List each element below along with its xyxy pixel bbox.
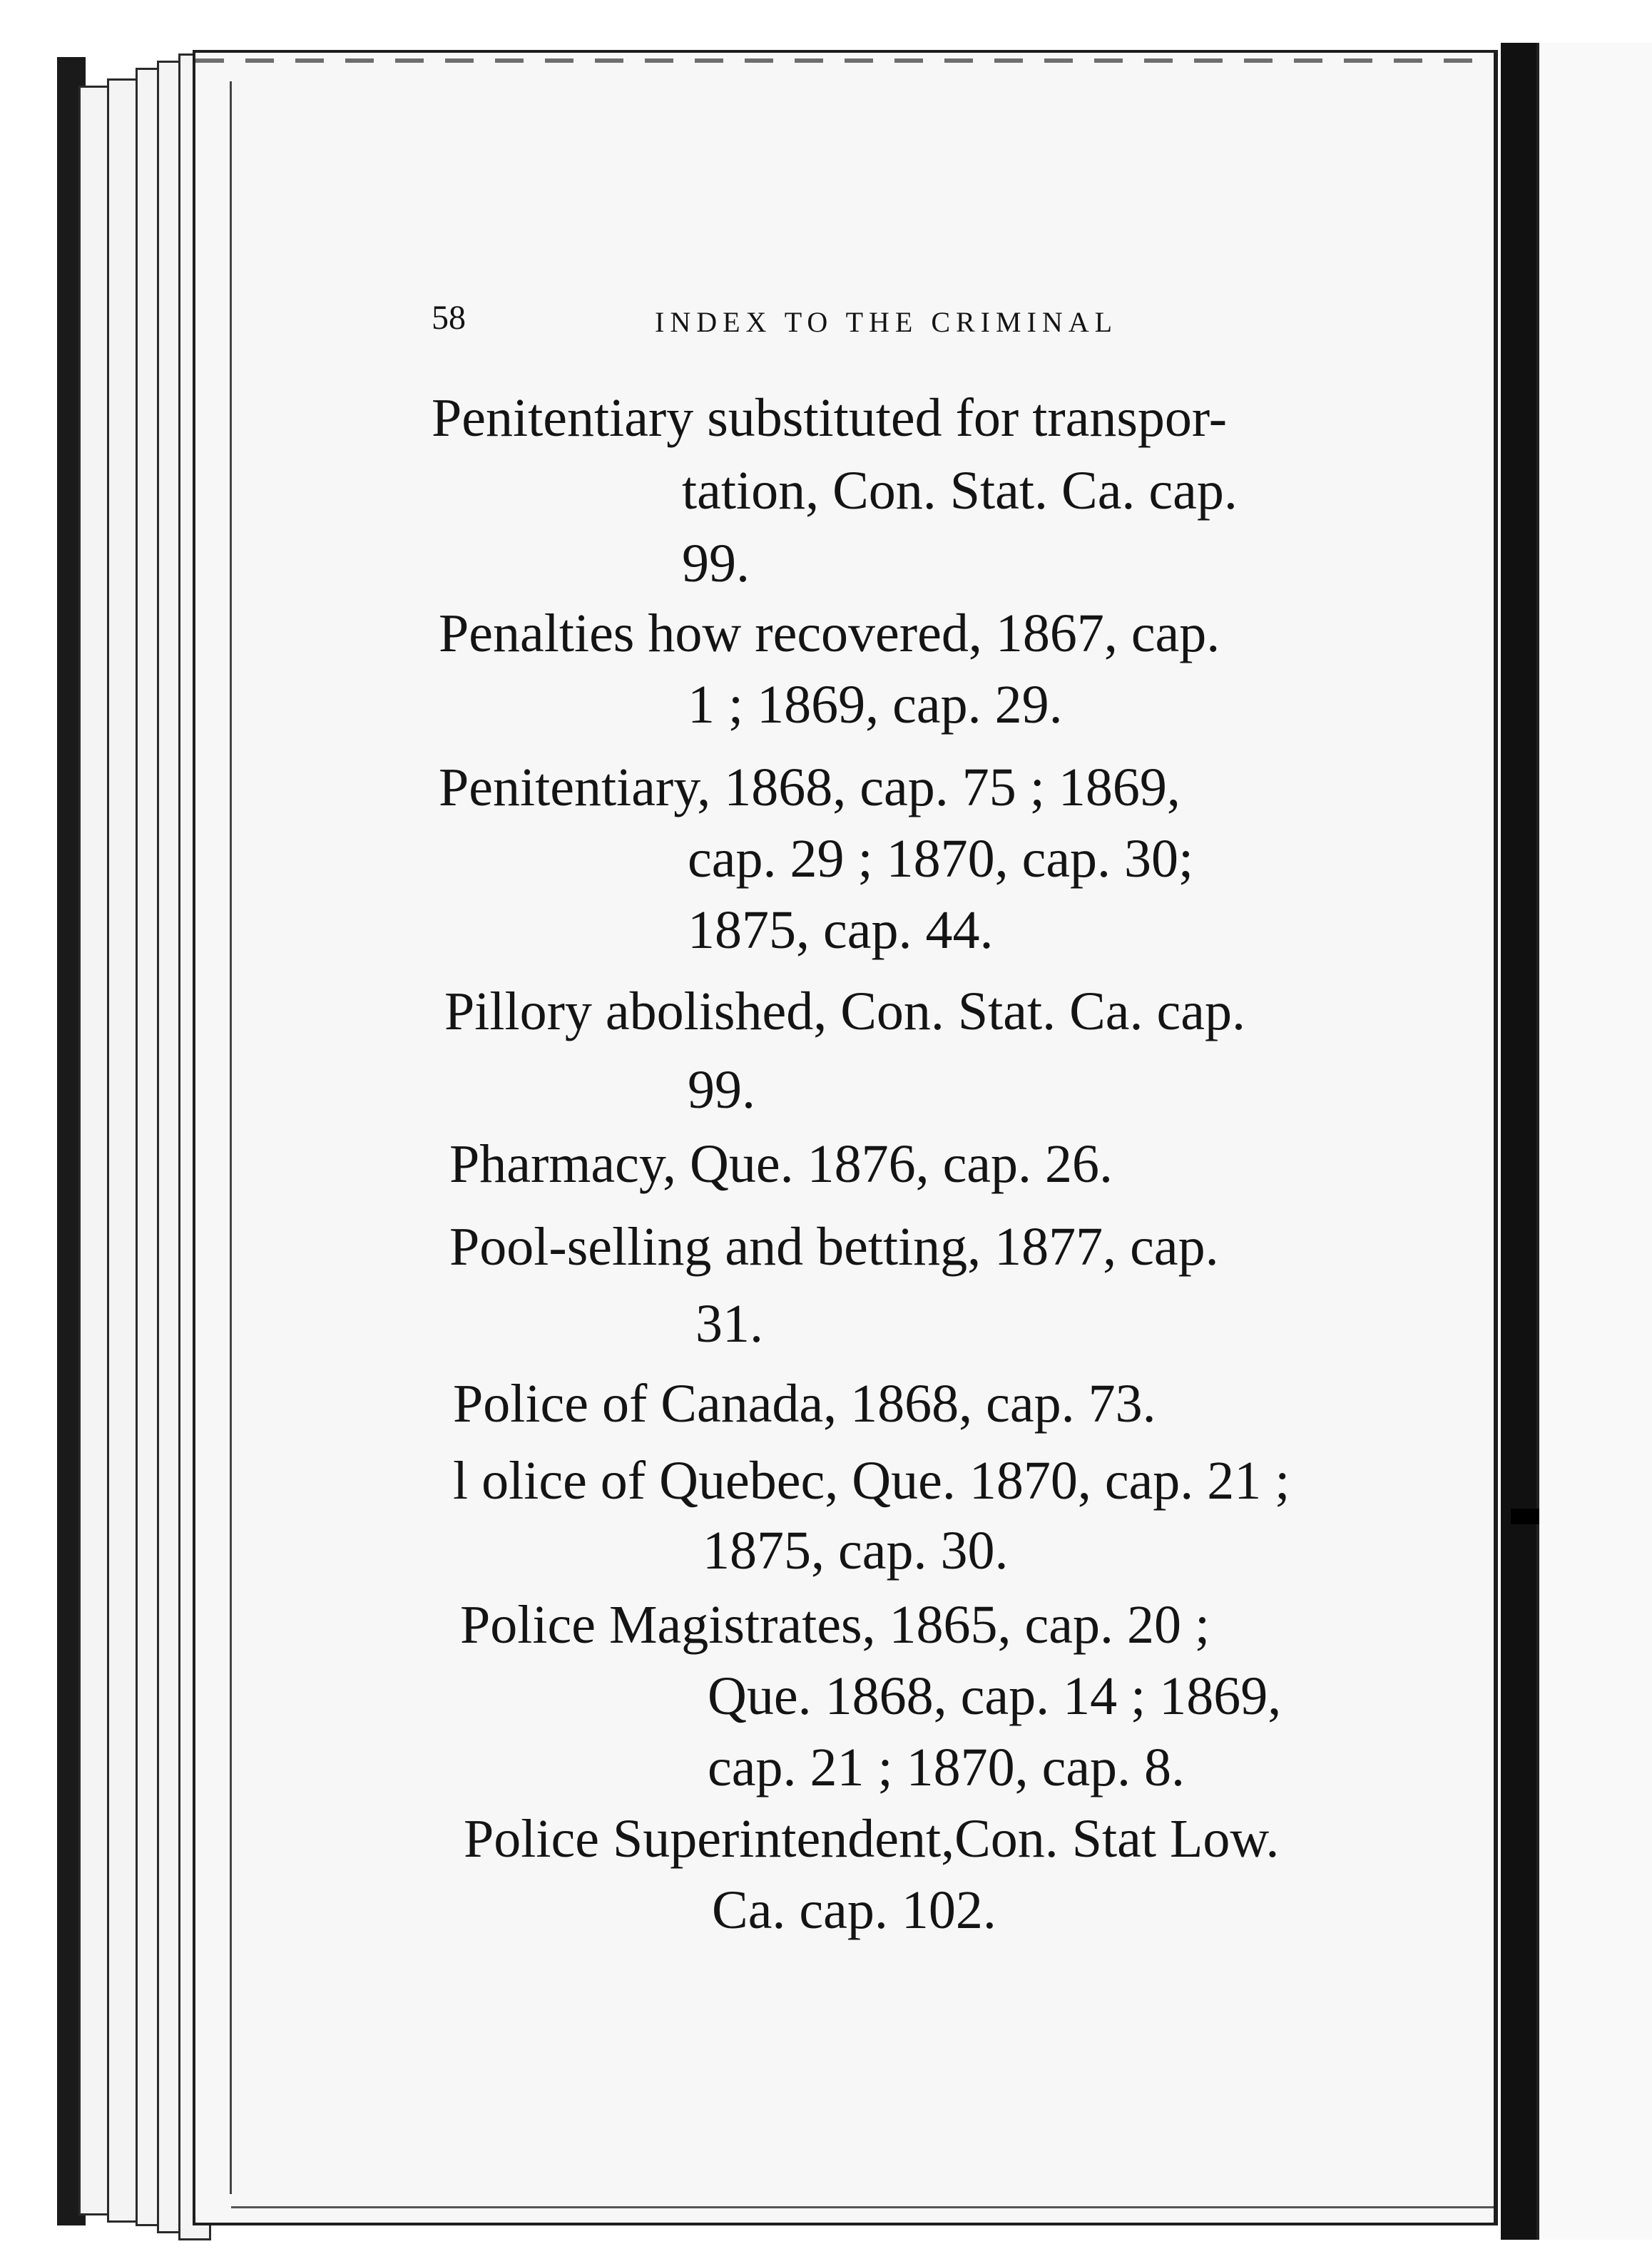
page-inner-rule xyxy=(230,81,232,2194)
page-top-border xyxy=(195,58,1494,63)
index-entry-line: 1875, cap. 44. xyxy=(688,900,994,960)
index-entry-line: Pool-selling and betting, 1877, cap. xyxy=(449,1217,1219,1277)
index-entry-line: tation, Con. Stat. Ca. cap. xyxy=(682,461,1238,521)
page-number: 58 xyxy=(432,299,466,337)
index-entry-line: Pharmacy, Que. 1876, cap. 26. xyxy=(449,1134,1113,1194)
index-entry-line: Police of Canada, 1868, cap. 73. xyxy=(453,1374,1156,1434)
index-entry-line: l olice of Quebec, Que. 1870, cap. 21 ; xyxy=(453,1451,1290,1511)
index-entry-line: Police Magistrates, 1865, cap. 20 ; xyxy=(460,1595,1210,1655)
index-entry-line: Ca. cap. 102. xyxy=(712,1880,996,1940)
page-tab-mark xyxy=(1511,1509,1539,1524)
index-entry-line: 1 ; 1869, cap. 29. xyxy=(688,675,1063,735)
index-entry-line: Penitentiary, 1868, cap. 75 ; 1869, xyxy=(439,758,1181,817)
page-bottom-rule xyxy=(231,2206,1494,2208)
index-entry-line: Pillory abolished, Con. Stat. Ca. cap. xyxy=(444,981,1246,1041)
index-entry-line: cap. 21 ; 1870, cap. 8. xyxy=(708,1738,1186,1797)
index-entry-line: 31. xyxy=(695,1294,763,1354)
index-entry-line: Police Superintendent,Con. Stat Low. xyxy=(464,1809,1280,1869)
index-entry-line: 1875, cap. 30. xyxy=(703,1521,1009,1581)
index-entry-line: Que. 1868, cap. 14 ; 1869, xyxy=(708,1666,1282,1726)
index-entry-line: 99. xyxy=(688,1060,755,1120)
gutter-shadow xyxy=(1501,43,1536,2240)
running-title: INDEX TO THE CRIMINAL xyxy=(655,306,1118,338)
index-entry-line: Penalties how recovered, 1867, cap. xyxy=(439,603,1220,663)
next-page-edge xyxy=(1536,43,1652,2240)
index-entry-line: Penitentiary substituted for transpor- xyxy=(432,388,1228,448)
index-entry-line: 99. xyxy=(682,534,750,593)
index-entry-line: cap. 29 ; 1870, cap. 30; xyxy=(688,829,1194,889)
